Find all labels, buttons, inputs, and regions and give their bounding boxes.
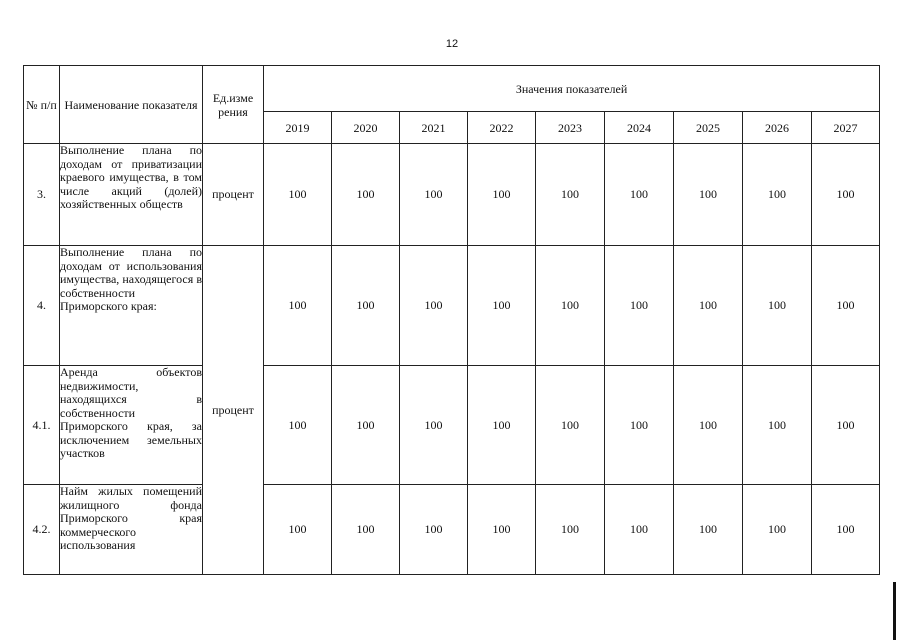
row-value: 100 [536, 485, 605, 575]
table-row [24, 144, 880, 246]
row-num: 3. [24, 144, 60, 246]
header-year: 2024 [605, 112, 674, 144]
row-value: 100 [332, 366, 400, 485]
row-value: 100 [674, 485, 743, 575]
indicators-table [23, 65, 880, 575]
header-year: 2026 [743, 112, 812, 144]
row-value: 100 [332, 246, 400, 366]
header-year: 2019 [264, 112, 332, 144]
header-year: 2027 [812, 112, 880, 144]
row-name: Выполнение плана по доходам от приватизации краевого имущества, в том числе акций (долей) хозяйственных обществ [60, 144, 203, 246]
row-value: 100 [332, 485, 400, 575]
header-year: 2020 [332, 112, 400, 144]
row-value: 100 [468, 366, 536, 485]
header-year: 2025 [674, 112, 743, 144]
row-value: 100 [674, 144, 743, 246]
row-value: 100 [264, 366, 332, 485]
row-value: 100 [674, 246, 743, 366]
row-value: 100 [536, 144, 605, 246]
row-value: 100 [812, 246, 880, 366]
row-value: 100 [743, 246, 812, 366]
header-year: 2023 [536, 112, 605, 144]
page-number: 12 [445, 38, 459, 50]
row-value: 100 [264, 246, 332, 366]
row-unit: процент [203, 144, 264, 246]
header-name: Наименование показателя [60, 66, 203, 144]
table-row [24, 366, 880, 485]
row-value: 100 [812, 144, 880, 246]
header-values-title: Значения показателей [264, 66, 880, 112]
row-value: 100 [400, 366, 468, 485]
row-name: Выполнение плана по доходам от использования имущества, находящегося в собственности Приморского края: [60, 246, 203, 366]
row-value: 100 [536, 366, 605, 485]
header-year: 2021 [400, 112, 468, 144]
row-unit: процент [203, 246, 264, 575]
header-num: № п/п [24, 66, 60, 144]
scan-edge-mark [893, 582, 896, 640]
row-num: 4.2. [24, 485, 60, 575]
row-value: 100 [605, 144, 674, 246]
row-value: 100 [400, 485, 468, 575]
row-name: Найм жилых помещений жилищного фонда Приморского края коммерческого использования [60, 485, 203, 575]
row-value: 100 [605, 485, 674, 575]
row-num: 4.1. [24, 366, 60, 485]
row-value: 100 [812, 366, 880, 485]
row-value: 100 [264, 485, 332, 575]
row-value: 100 [400, 144, 468, 246]
row-value: 100 [332, 144, 400, 246]
row-value: 100 [605, 366, 674, 485]
row-value: 100 [536, 246, 605, 366]
row-value: 100 [743, 485, 812, 575]
row-num: 4. [24, 246, 60, 366]
header-year: 2022 [468, 112, 536, 144]
header-row-top [24, 66, 880, 112]
row-value: 100 [812, 485, 880, 575]
row-value: 100 [605, 246, 674, 366]
row-value: 100 [674, 366, 743, 485]
row-value: 100 [743, 144, 812, 246]
row-value: 100 [468, 246, 536, 366]
row-value: 100 [468, 144, 536, 246]
row-value: 100 [400, 246, 468, 366]
row-name: Аренда объектов недвижимости, находящихся в собственности Приморского края, за исключением земельных участков [60, 366, 203, 485]
row-value: 100 [264, 144, 332, 246]
row-value: 100 [743, 366, 812, 485]
header-unit: Ед.изме рения [203, 66, 264, 144]
row-value: 100 [468, 485, 536, 575]
table-row [24, 485, 880, 575]
table-row [24, 246, 880, 366]
